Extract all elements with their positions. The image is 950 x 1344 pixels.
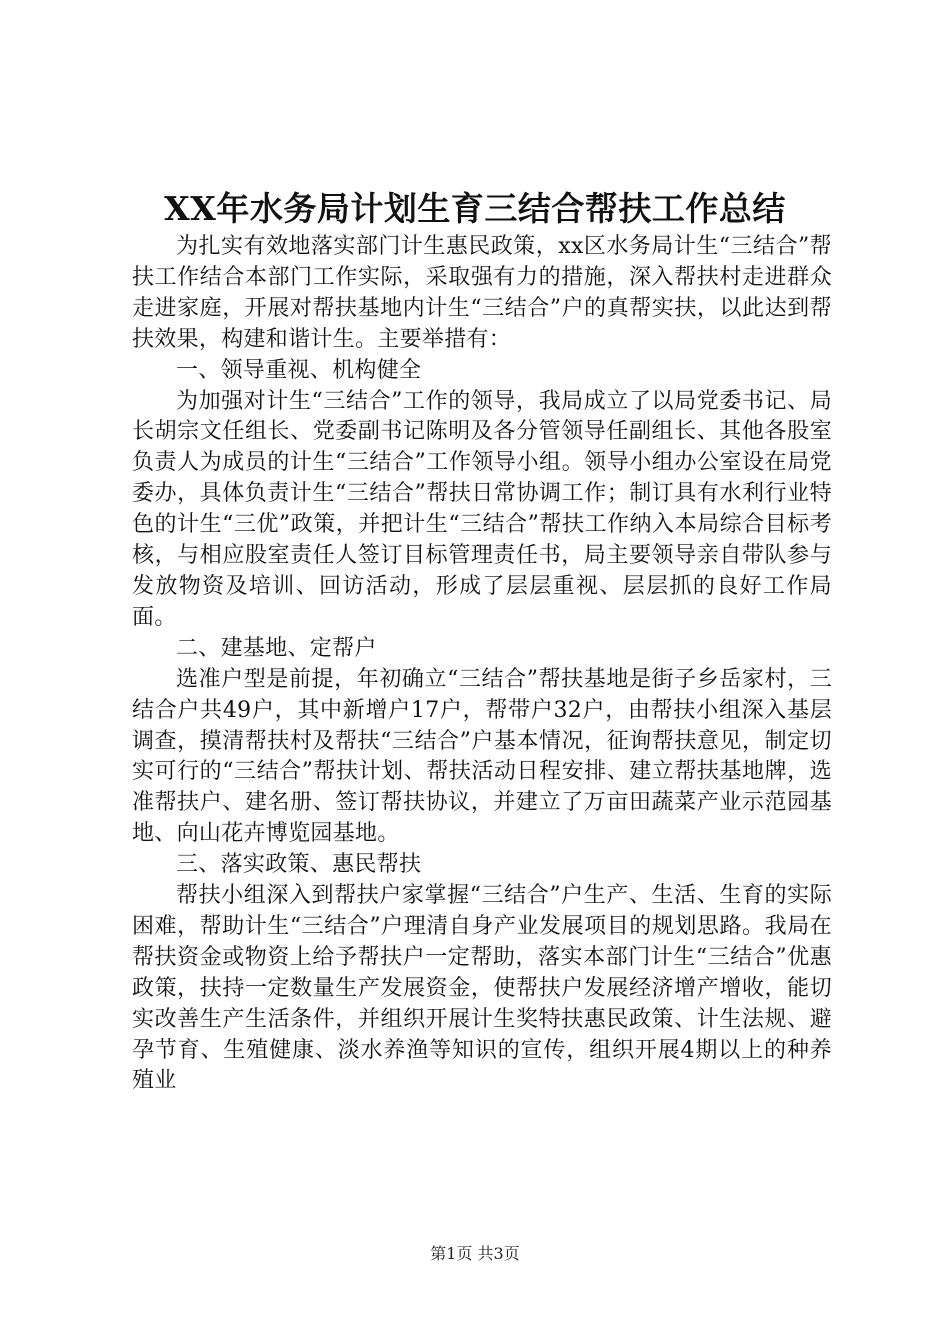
paragraph-section-3: 帮扶小组深入到帮扶户家掌握“三结合”户生产、生活、生育的实际困难，帮助计生“三结合”户理清自身产业发展项目的规划思路。我局在帮扶资金或物资上给予帮扶户一定帮助，落实本部门计生“三结合”优惠政策，扶持一定数量生产发展资金，使帮扶户发展经济增产增收，能切实改善生产生活条件，并组织开展计生奖特扶惠民政策、计生法规、避孕节育、生殖健康、淡水养渔等知识的宣传，组织开展4期以上的种养殖业: [132, 883, 832, 1094]
page-footer: 第1页 共3页: [430, 1244, 520, 1263]
paragraph-section-2: 选准户型是前提，年初确立“三结合”帮扶基地是街子乡岳家村，三结合户共49户，其中新增户17户，帮带户32户，由帮扶小组深入基层调查，摸清帮扶村及帮扶“三结合”户基本情况，征询帮扶意见，制定切实可行的“三结合”帮扶计划、帮扶活动日程安排、建立帮扶基地牌，选准帮扶户、建名册、签订帮扶协议，并建立了万亩田蔬菜产业示范园基地、向山花卉博览园基地。: [132, 666, 832, 847]
document-body: [132, 232, 832, 1097]
paragraph-section-1: 为加强对计生“三结合”工作的领导，我局成立了以局党委书记、局长胡宗文任组长、党委副书记陈明及各分管领导任副组长、其他各股室负责人为成员的计生“三结合”工作领导小组。领导小组办公室设在局党委办，具体负责计生“三结合”帮扶日常协调工作；制订具有水利行业特色的计生“三优”政策，并把计生“三结合”帮扶工作纳入本局综合目标考核，与相应股室责任人签订目标管理责任书，局主要领导亲自带队参与发放物资及培训、回访活动，形成了层层重视、层层抓的良好工作局面。: [132, 388, 832, 630]
paragraph-intro: 为扎实有效地落实部门计生惠民政策，xx区水务局计生“三结合”帮扶工作结合本部门工作实际，采取强有力的措施，深入帮扶村走进群众走进家庭，开展对帮扶基地内计生“三结合”户的真帮实扶，以此达到帮扶效果，构建和谐计生。主要举措有：: [132, 234, 832, 352]
section-heading-1: 一、领导重视、机构健全: [176, 357, 422, 383]
section-heading-2: 二、建基地、定帮户: [176, 635, 377, 661]
document-title: XX年水务局计划生育三结合帮扶工作总结: [164, 189, 786, 228]
section-heading-3: 三、落实政策、惠民帮扶: [176, 852, 422, 878]
